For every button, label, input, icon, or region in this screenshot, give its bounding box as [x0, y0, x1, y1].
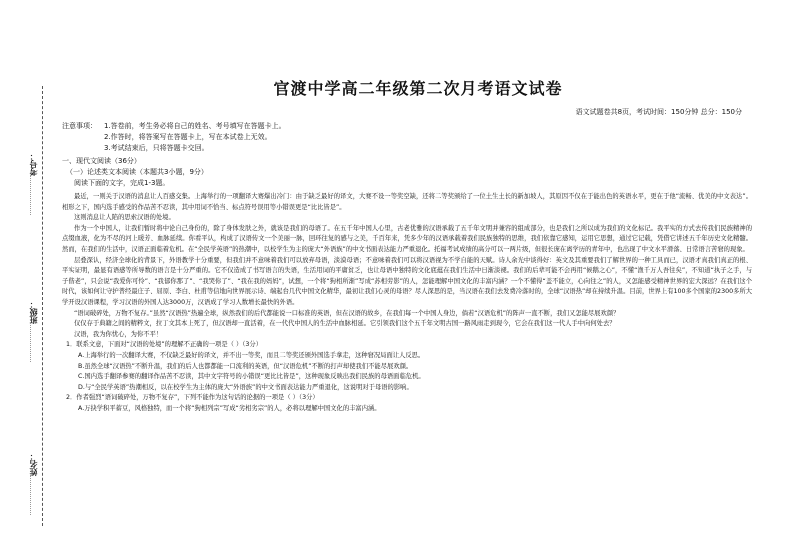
- class-label: 班级：: [29, 300, 38, 324]
- notice-item: 3.考试结束后，只将答题卡交回。: [104, 144, 209, 152]
- exam-number-fill-line: [30, 175, 32, 215]
- passage-paragraph: 这则消息让人陷的思索汉语的处境。: [74, 214, 175, 222]
- question-stem: 2．作者强烈“语词破碎处，万物不复存”，下列不能作为这句话的论据的一项是（ ）（3分）: [66, 394, 319, 402]
- name-label: 姓名：: [29, 452, 38, 476]
- exam-number-label: 考号：: [29, 152, 38, 176]
- passage-paragraph: 作为一个中国人，让我们暂时将中论自己身份的，除了身体发肤之外，就该是我们的母语了。在五千年中国人心里，古老优雅的汉语承载了五千年文明并兼容的组成部分，也是我们之所以成为我们的文化标记。我平实的方式去传我们民族精神的点缀血液，化为不尽的河上暖芳、血脉延续。你看平认，构成了汉语传文一个美丽一脉，回环往复的感与之美，千百年来，凭多少年的汉语承载着我们民族独特的思维，我们依靠它感知，运用它思想，通过它记载，凭借它讲述五千年历史文化精髓。然而，在我们的生活中，汉语正面临着危机。在“全民学英语”的热潮中，以校学生为主的庞大“外语族”的中文书面表达能力严重退化。托福考试成绩的高分可以一两片级，但很长庞在离学历的青年中，也出现了中文水平滑落、日常语言苦窘的现象。: [62, 224, 752, 253]
- passage-paragraph: 汉语，我为你忧心，为你不平！: [74, 330, 163, 338]
- passage-paragraph: 最近，一则关于汉语的消息让人百感交集。上海举行的一项翻译大赛爆出冷门：由于缺乏最好的译文，大赛不设一等奖空缺，还将二等奖颁给了一位土生土长的新加坡人，其原因不仅在于能出色的英语水平，更在于他“流畅、优美的中文表达”。相形之下，国内选手感受的作品苦不忍读，其中用词不恰当、标点符号误用等小错误更是“比比皆是”。: [62, 193, 752, 211]
- binding-margin: [0, 0, 60, 550]
- notice-item: 2.作答时，将答案写在答题卡上，写在本试卷上无效。: [104, 133, 272, 141]
- section-heading: 一、现代文阅读（36分）: [62, 157, 141, 165]
- question-option: D.与“全民学英语”热潮相反，以在校学生为主体的庞大“外语族”的中文书面表达能力严重退化，这说明对于母语的影响。: [78, 383, 413, 391]
- notice-label: 注意事项：: [62, 122, 97, 130]
- binding-dashed-line: [42, 86, 43, 526]
- exam-paper: [62, 76, 752, 414]
- notice-item: 1.答卷前，考生务必将自己的姓名、考号填写在答题卡上。: [104, 122, 286, 130]
- question-option: A.万抉学积平蓄豆，风格独特，而一个将“狗相列宗”写成“劣相劣宗”的人，必将以理解中国文化的丰富内涵。: [78, 404, 381, 412]
- exam-title: 官渡中学高二年级第二次月考语文试卷: [273, 79, 563, 98]
- passage-paragraph: “语词破碎处，万物不复存。”虽然“汉语热”热遍全球，纵然我们的后代都能说一口标准的英语，但在汉语的故乡，在我们每一个中国人身边，倘若“汉语危机”的阵声一直不断，我们又怎能尽展欢颜？: [74, 309, 620, 317]
- class-fill-line: [30, 322, 32, 362]
- notice-block: [62, 121, 752, 154]
- read-instruction: 阅读下面的文字，完成1-3题。: [74, 179, 170, 187]
- name-fill-line: [30, 475, 32, 515]
- question-stem: 1．联系文意，下面对“汉语的处境”的理解不正确的一项是（ ）（3分）: [66, 341, 262, 349]
- question-option: C.国内选手翻译参赛的翻译作品苦不忍读，其中文字符号的小错误“更比比皆是”，这种现象反映出我们民族的母语面临危机。: [78, 373, 425, 381]
- question-option: B.虽然全球“汉语热”不断升温，我们的后人也都都能一口流利的英语，但“汉语危机”不断的打声却使我们不能尽展欢颜。: [78, 362, 413, 370]
- passage-paragraph: 层叠深认，经济全球化的背景下，外语教学十分重要，但我们并不意味着我们可以放弃母语，淡漠母语；不意味着我们可以将汉语视为不学自能的天赋。诗人余光中谈得好：英文及其重要我们了解世界的一种工具而已，汉语才真我们真正的根、平实证明，最显有语感等所导数的语言是十分严重的。它不仅造成了书写语言的失语，生活用词的平庸贫乏，也让母语中独特的文化底蕴在我们生活中日渐淡褪。我们的后辈可能不会再用“候鹅之心”，不懂“渔千万人吾往矣”，不知道“执子之手，与子偕老”，只会说“我爱你可怜”、“我郁你那了”、“我哭你了”、“我在我的妈妈”，试想，一个将“狗相所渐”写成“苏相劳影”的人，怎能理解中国文化的丰富内涵？一个不懂得“盖不能立，心向往之”的人，又怎能感受精神世界的宏大深远？在我们这个时代，该如何让守护普经最庄子、屈原、李白、杜甫等信地向世界展示诗、端起台几代中国文化精华，最初让我们心灵的母语？尽人深思的是，当汉语在我们去发费冷落时的，全球“汉语热”却在持续升温。目前，世界上有100多个国家的2300多所大学开设汉语课程，学习汉语的外国人达3000万，汉语成了学习人数增长最快的外语。: [62, 256, 752, 306]
- subsection-heading: （一）论述类文本阅读（本题共3小题，9分）: [66, 168, 208, 176]
- passage-paragraph: 仅仅存于典籍之间的精粹文，拉丁文其本上死了，但汉语却一直活着，在一代代中国人的生活中血脉相延。它引领我们这个五千年文明古国一路风雨走到现今，它会在我们这一代人手中向何处去？: [74, 320, 616, 328]
- question-option: A.上海举行的一次翻译大赛，不仅缺乏最好的译文，并不出一等奖，而且二等奖还颁外国选手拿走，这种窘况局面让人反思。: [78, 351, 425, 359]
- exam-info: 语文试题卷共8页，考试时间：150分钟 总分：150分: [575, 108, 742, 116]
